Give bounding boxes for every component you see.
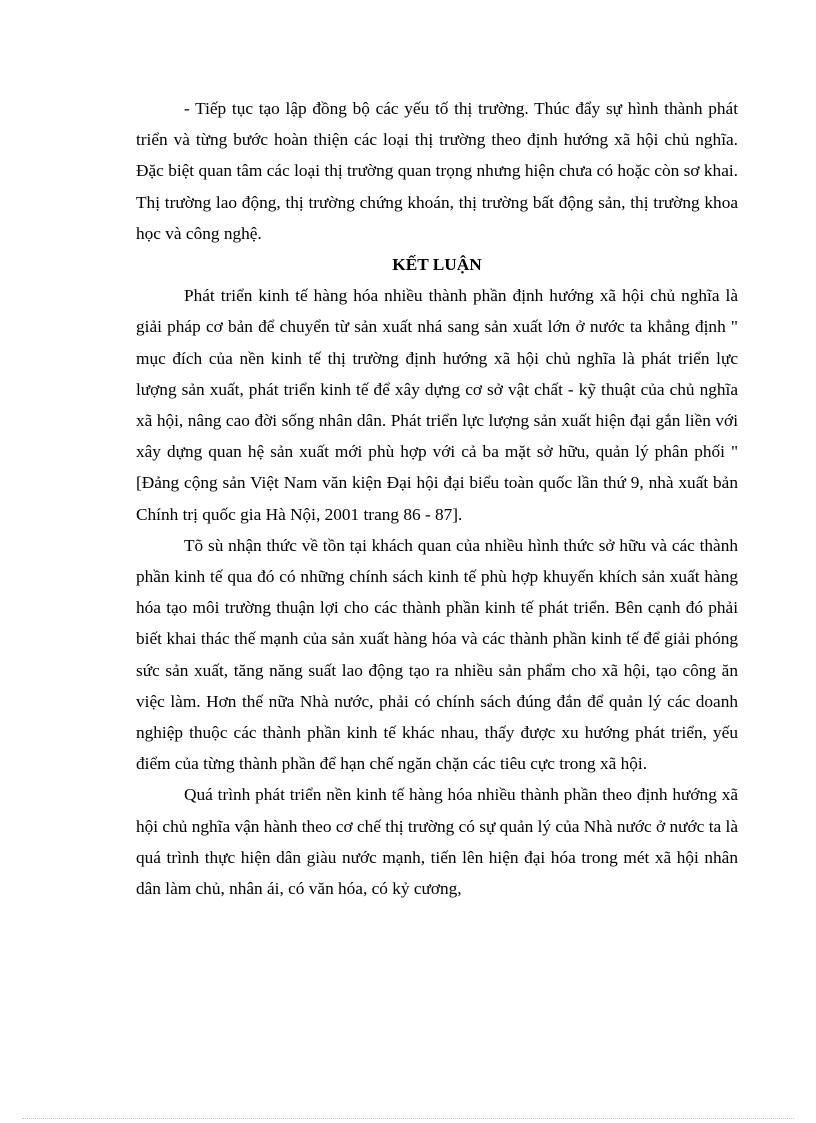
paragraph-conclusion-3: Quá trình phát triển nền kinh tế hàng hóa nhiều thành phần theo định hướng xã hội chủ nghĩa vận hành theo cơ chế thị trường có sự quản lý của Nhà nước ở nước ta là quá trình thực hiện dân giàu nước mạnh, tiến lên hiện đại hóa trong mét xã hội nhân dân làm chủ, nhân ái, có văn hóa, có kỷ cương, (136, 785, 738, 899)
paragraph-conclusion-1: Phát triển kinh tế hàng hóa nhiều thành phần định hướng xã hội chủ nghĩa là giải pháp cơ bản để chuyển từ sản xuất nhá sang sản xuất lớn ở nước ta khẳng định " mục đích của nền kinh tế thị trường định hướng xã hội chủ nghĩa là phát triển lực lượng sản xuất, phát triển kinh tế để xây dựng cơ sở vật chất - kỹ thuật của chủ nghĩa xã hội, nâng cao đời sống nhân dân. Phát triển lực lượng sản xuất hiện đại gắn liền với xây dựng quan hệ sản xuất mới phù hợp với cả ba mặt sở hữu, quản lý phân phối " [Đảng cộng sản Việt Nam văn kiện Đại hội đại biểu toàn quốc lần thứ 9, nhà xuất bản Chính trị quốc gia Hà Nội, 2001 trang 86 - 87]. (136, 286, 738, 524)
paragraph-market-factors: - Tiếp tục tạo lập đồng bộ các yếu tố thị trường. Thúc đẩy sự hình thành phát triển và từng bước hoàn thiện các loại thị trường theo định hướng xã hội chủ nghĩa. Đặc biệt quan tâm các loại thị trường quan trọng nhưng hiện chưa có hoặc còn sơ khai. Thị trường lao động, thị trường chứng khoán, thị trường bất động sản, thị trường khoa học và công nghệ. (136, 99, 738, 243)
paragraph-conclusion-2: Tõ sù nhận thức về tồn tại khách quan của nhiều hình thức sở hữu và các thành phần kinh tế qua đó có những chính sách kinh tế phù hợp khuyến khích sản xuất hàng hóa tạo môi trường thuận lợi cho các thành phần kinh tế phát triển. Bên cạnh đó phải biết khai thác thế mạnh của sản xuất hàng hóa và các thành phần kinh tế để giải phóng sức sản xuất, tăng năng suất lao động tạo ra nhiều sản phẩm cho xã hội, tạo công ăn việc làm. Hơn thế nữa Nhà nước, phải có chính sách đúng đắn để quản lý các doanh nghiệp thuộc các thành phần kinh tế khác nhau, thấy được xu hướng phát triển, yếu điểm của từng thành phần để hạn chế ngăn chặn các tiêu cực trong xã hội. (136, 535, 738, 774)
section-heading-conclusion: KẾT LUẬN (392, 255, 482, 275)
page-bottom-divider (22, 1118, 794, 1119)
document-page (136, 93, 738, 904)
